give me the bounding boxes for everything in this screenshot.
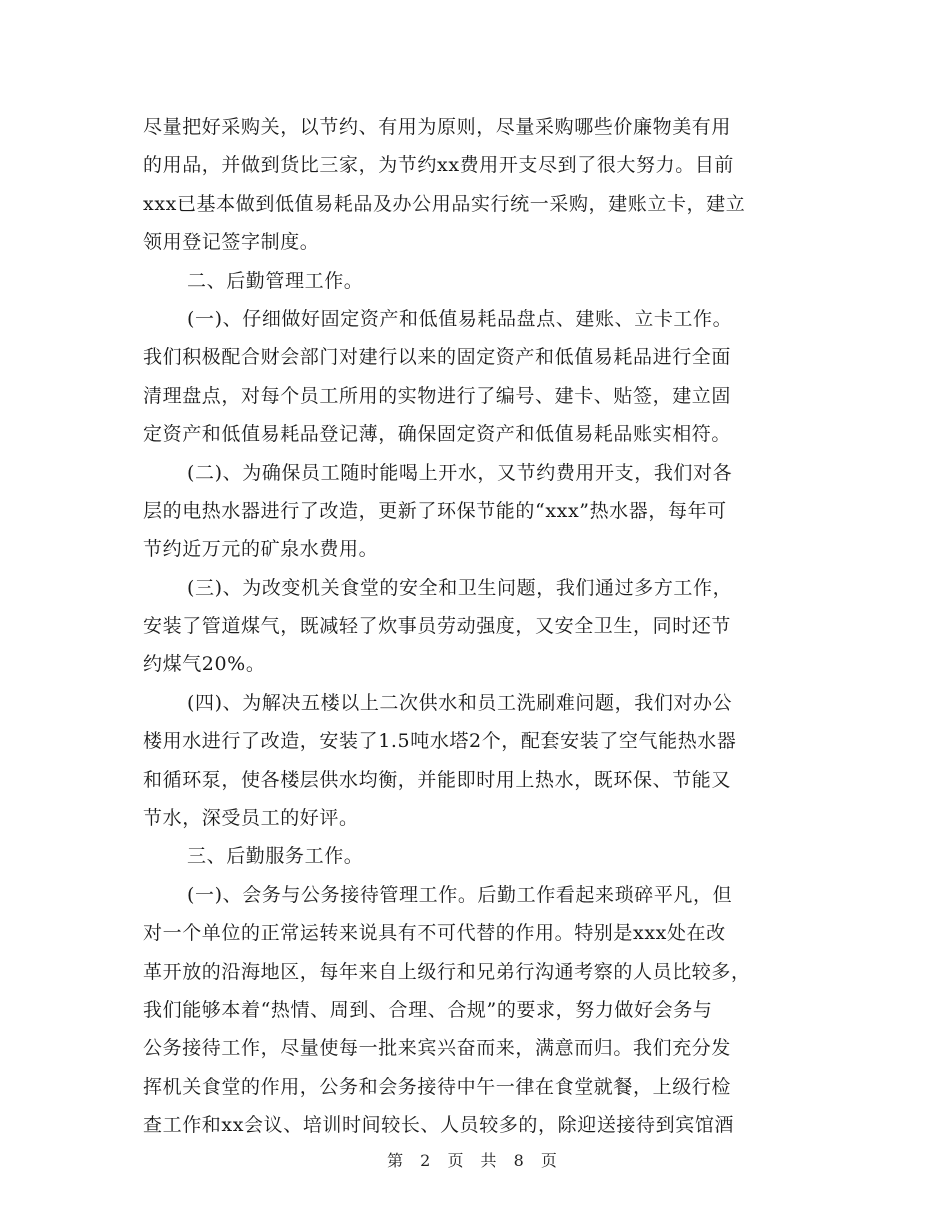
text-line: 查工作和xx会议、培训时间较长、人员较多的，除迎送接待到宾馆酒 [143, 1114, 735, 1137]
text-line: (一)、仔细做好固定资产和低值易耗品盘点、建账、立卡工作。 [187, 307, 733, 330]
text-line: 对一个单位的正常运转来说具有不可代替的作用。特别是xxx处在改 [143, 922, 726, 945]
text-line: 三、后勤服务工作。 [187, 845, 364, 868]
text-line: (四)、为解决五楼以上二次供水和员工洗刷难问题，我们对办公 [187, 691, 733, 714]
text-line: 尽量把好采购关，以节约、有用为原则，尽量采购哪些价廉物美有用 [143, 116, 732, 138]
text-line: 楼用水进行了改造，安装了1.5吨水塔2个，配套安装了空气能热水器 [143, 730, 737, 753]
text-line: 的用品，并做到货比三家，为节约xx费用开支尽到了很大努力。目前 [143, 154, 735, 177]
text-line: 清理盘点，对每个员工所用的实物进行了编号、建卡、贴签，建立固 [143, 384, 732, 407]
text-line: (一)、会务与公务接待管理工作。后勤工作看起来琐碎平凡，但 [187, 883, 733, 906]
text-line: 挥机关食堂的作用，公务和会务接待中午一律在食堂就餐，上级行检 [143, 1075, 732, 1098]
document-body [143, 108, 809, 1145]
text-line: 约煤气20%。 [143, 653, 266, 676]
text-line: 节水，深受员工的好评。 [143, 807, 359, 830]
text-line: 和循环泵，使各楼层供水均衡，并能即时用上热水，既环保、节能又 [143, 768, 732, 791]
text-line: 革开放的沿海地区，每年来自上级行和兄弟行沟通考察的人员比较多， [143, 960, 751, 983]
text-line: 安装了管道煤气，既减轻了炊事员劳动强度，又安全卫生，同时还节 [143, 615, 732, 638]
text-line: 领用登记签字制度。 [143, 231, 320, 254]
text-line: xxx已基本做到低值易耗品及办公用品实行统一采购，建账立卡，建立 [143, 192, 746, 215]
text-line: (三)、为改变机关食堂的安全和卫生问题，我们通过多方工作， [187, 576, 733, 599]
text-line: 我们积极配合财会部门对建行以来的固定资产和低值易耗品进行全面 [143, 346, 732, 369]
text-line: 二、后勤管理工作。 [187, 269, 364, 292]
text-line: 公务接待工作，尽量使每一批来宾兴奋而来，满意而归。我们充分发 [143, 1037, 732, 1060]
text-line: 层的电热水器进行了改造，更新了环保节能的“xxx”热水器，每年可 [143, 499, 727, 522]
text-line: 节约近万元的矿泉水费用。 [143, 538, 379, 561]
text-line: 定资产和低值易耗品登记薄，确保固定资产和低值易耗品账实相符。 [143, 423, 732, 446]
text-line: 我们能够本着“热情、周到、合理、合规”的要求，努力做好会务与 [143, 998, 713, 1021]
text-line: (二)、为确保员工随时能喝上开水，又节约费用开支，我们对各 [187, 461, 733, 484]
page-footer: 第 2 页 共 8 页 [387, 1151, 563, 1170]
